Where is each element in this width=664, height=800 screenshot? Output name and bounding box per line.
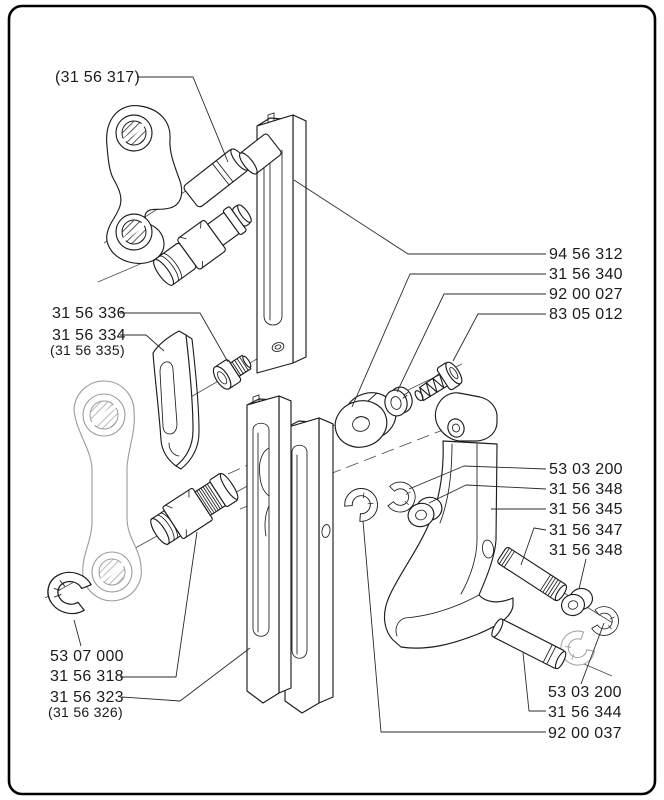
guide-bar-front xyxy=(247,395,291,703)
pivot-pin-lower xyxy=(490,617,568,670)
part-label-83-05-012: 83 05 012 xyxy=(549,306,623,323)
part-label-31-56-326: (31 56 326) xyxy=(48,704,123,720)
part-label-53-07-000: 53 07 000 xyxy=(50,648,124,665)
part-label-31-56-334: 31 56 334 xyxy=(52,327,126,344)
part-label-31-56-347: 31 56 347 xyxy=(549,522,623,539)
wedge-plate xyxy=(153,331,199,469)
part-label-94-56-312: 94 56 312 xyxy=(549,246,623,263)
lower-link-arm xyxy=(74,381,141,601)
guide-bar-rear xyxy=(285,418,333,713)
e-clip-9200037 xyxy=(341,482,385,526)
upper-link-arm xyxy=(107,106,182,264)
part-label-53-03-200-upper: 53 03 200 xyxy=(549,461,623,478)
part-label-53-03-200-lower: 53 03 200 xyxy=(548,684,622,701)
socket-screw-small xyxy=(210,350,256,392)
part-label-31-56-348-upper: 31 56 348 xyxy=(549,481,623,498)
part-label-31-56-345: 31 56 345 xyxy=(549,501,623,518)
part-label-31-56-340: 31 56 340 xyxy=(549,266,623,283)
part-label-31-56-344: 31 56 344 xyxy=(548,704,622,721)
guide-bar-upper xyxy=(237,113,306,373)
part-label-31-56-348-lower: 31 56 348 xyxy=(549,542,623,559)
part-label-92-00-027: 92 00 027 xyxy=(549,286,623,303)
part-label-31-56-318: 31 56 318 xyxy=(50,668,124,685)
part-label-31-56-323: 31 56 323 xyxy=(50,689,124,706)
part-label-31-56-335: (31 56 335) xyxy=(50,342,125,358)
e-clip-5303200-lower xyxy=(591,605,621,638)
part-label-92-00-037: 92 00 037 xyxy=(548,725,622,742)
part-label-31-56-336: 31 56 336 xyxy=(52,305,126,322)
adjuster-cylinder xyxy=(145,468,242,550)
stepped-pin xyxy=(148,196,258,291)
part-label-31-56-317: (31 56 317) xyxy=(55,69,141,86)
brake-hook xyxy=(384,393,513,648)
